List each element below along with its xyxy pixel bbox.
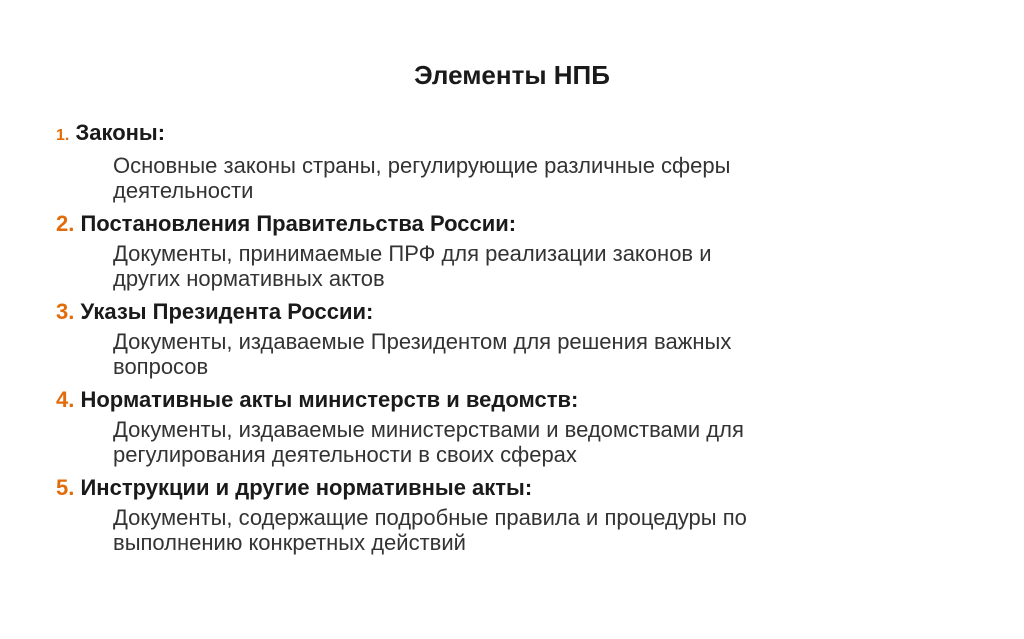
list-item-title: Законы: <box>75 120 166 145</box>
list-item-number: 2. <box>56 211 75 236</box>
list-item-number: 1. <box>56 127 70 144</box>
description-line: Документы, содержащие подробные правила и процедуры по <box>113 505 747 530</box>
list-item-title: Инструкции и другие нормативные акты: <box>80 475 533 500</box>
list-item-presidential-decrees <box>56 297 956 379</box>
list-item-heading <box>56 473 956 503</box>
description-line: Документы, издаваемые Президентом для решения важных <box>113 329 732 354</box>
list-item-laws <box>56 118 956 203</box>
list-item-title: Постановления Правительства России: <box>80 211 517 236</box>
npb-elements-list <box>56 118 956 561</box>
list-item-title: Указы Президента России: <box>80 299 374 324</box>
list-item-heading <box>56 385 956 415</box>
list-item-heading <box>56 118 956 151</box>
description-line: регулирования деятельности в своих сферах <box>113 442 577 467</box>
description-line: вопросов <box>113 354 209 379</box>
list-item-number: 3. <box>56 299 75 324</box>
list-item-heading <box>56 209 956 239</box>
slide-title: Элементы НПБ <box>414 60 610 90</box>
list-item-number: 4. <box>56 387 75 412</box>
description-line: других нормативных актов <box>113 266 385 291</box>
list-item-number: 5. <box>56 475 75 500</box>
description-line: деятельности <box>113 178 254 203</box>
description-line: Документы, принимаемые ПРФ для реализации законов и <box>113 241 712 266</box>
list-item-description <box>113 329 956 379</box>
description-line: Документы, издаваемые министерствами и ведомствами для <box>113 417 744 442</box>
list-item-instructions <box>56 473 956 555</box>
list-item-government-resolutions <box>56 209 956 291</box>
description-line: выполнению конкретных действий <box>113 530 466 555</box>
list-item-description <box>113 153 956 203</box>
list-item-description <box>113 241 956 291</box>
list-item-ministry-acts <box>56 385 956 467</box>
list-item-title: Нормативные акты министерств и ведомств: <box>80 387 579 412</box>
list-item-heading <box>56 297 956 327</box>
list-item-description <box>113 417 956 467</box>
list-item-description <box>113 505 956 555</box>
description-line: Основные законы страны, регулирующие различные сферы <box>113 153 731 178</box>
